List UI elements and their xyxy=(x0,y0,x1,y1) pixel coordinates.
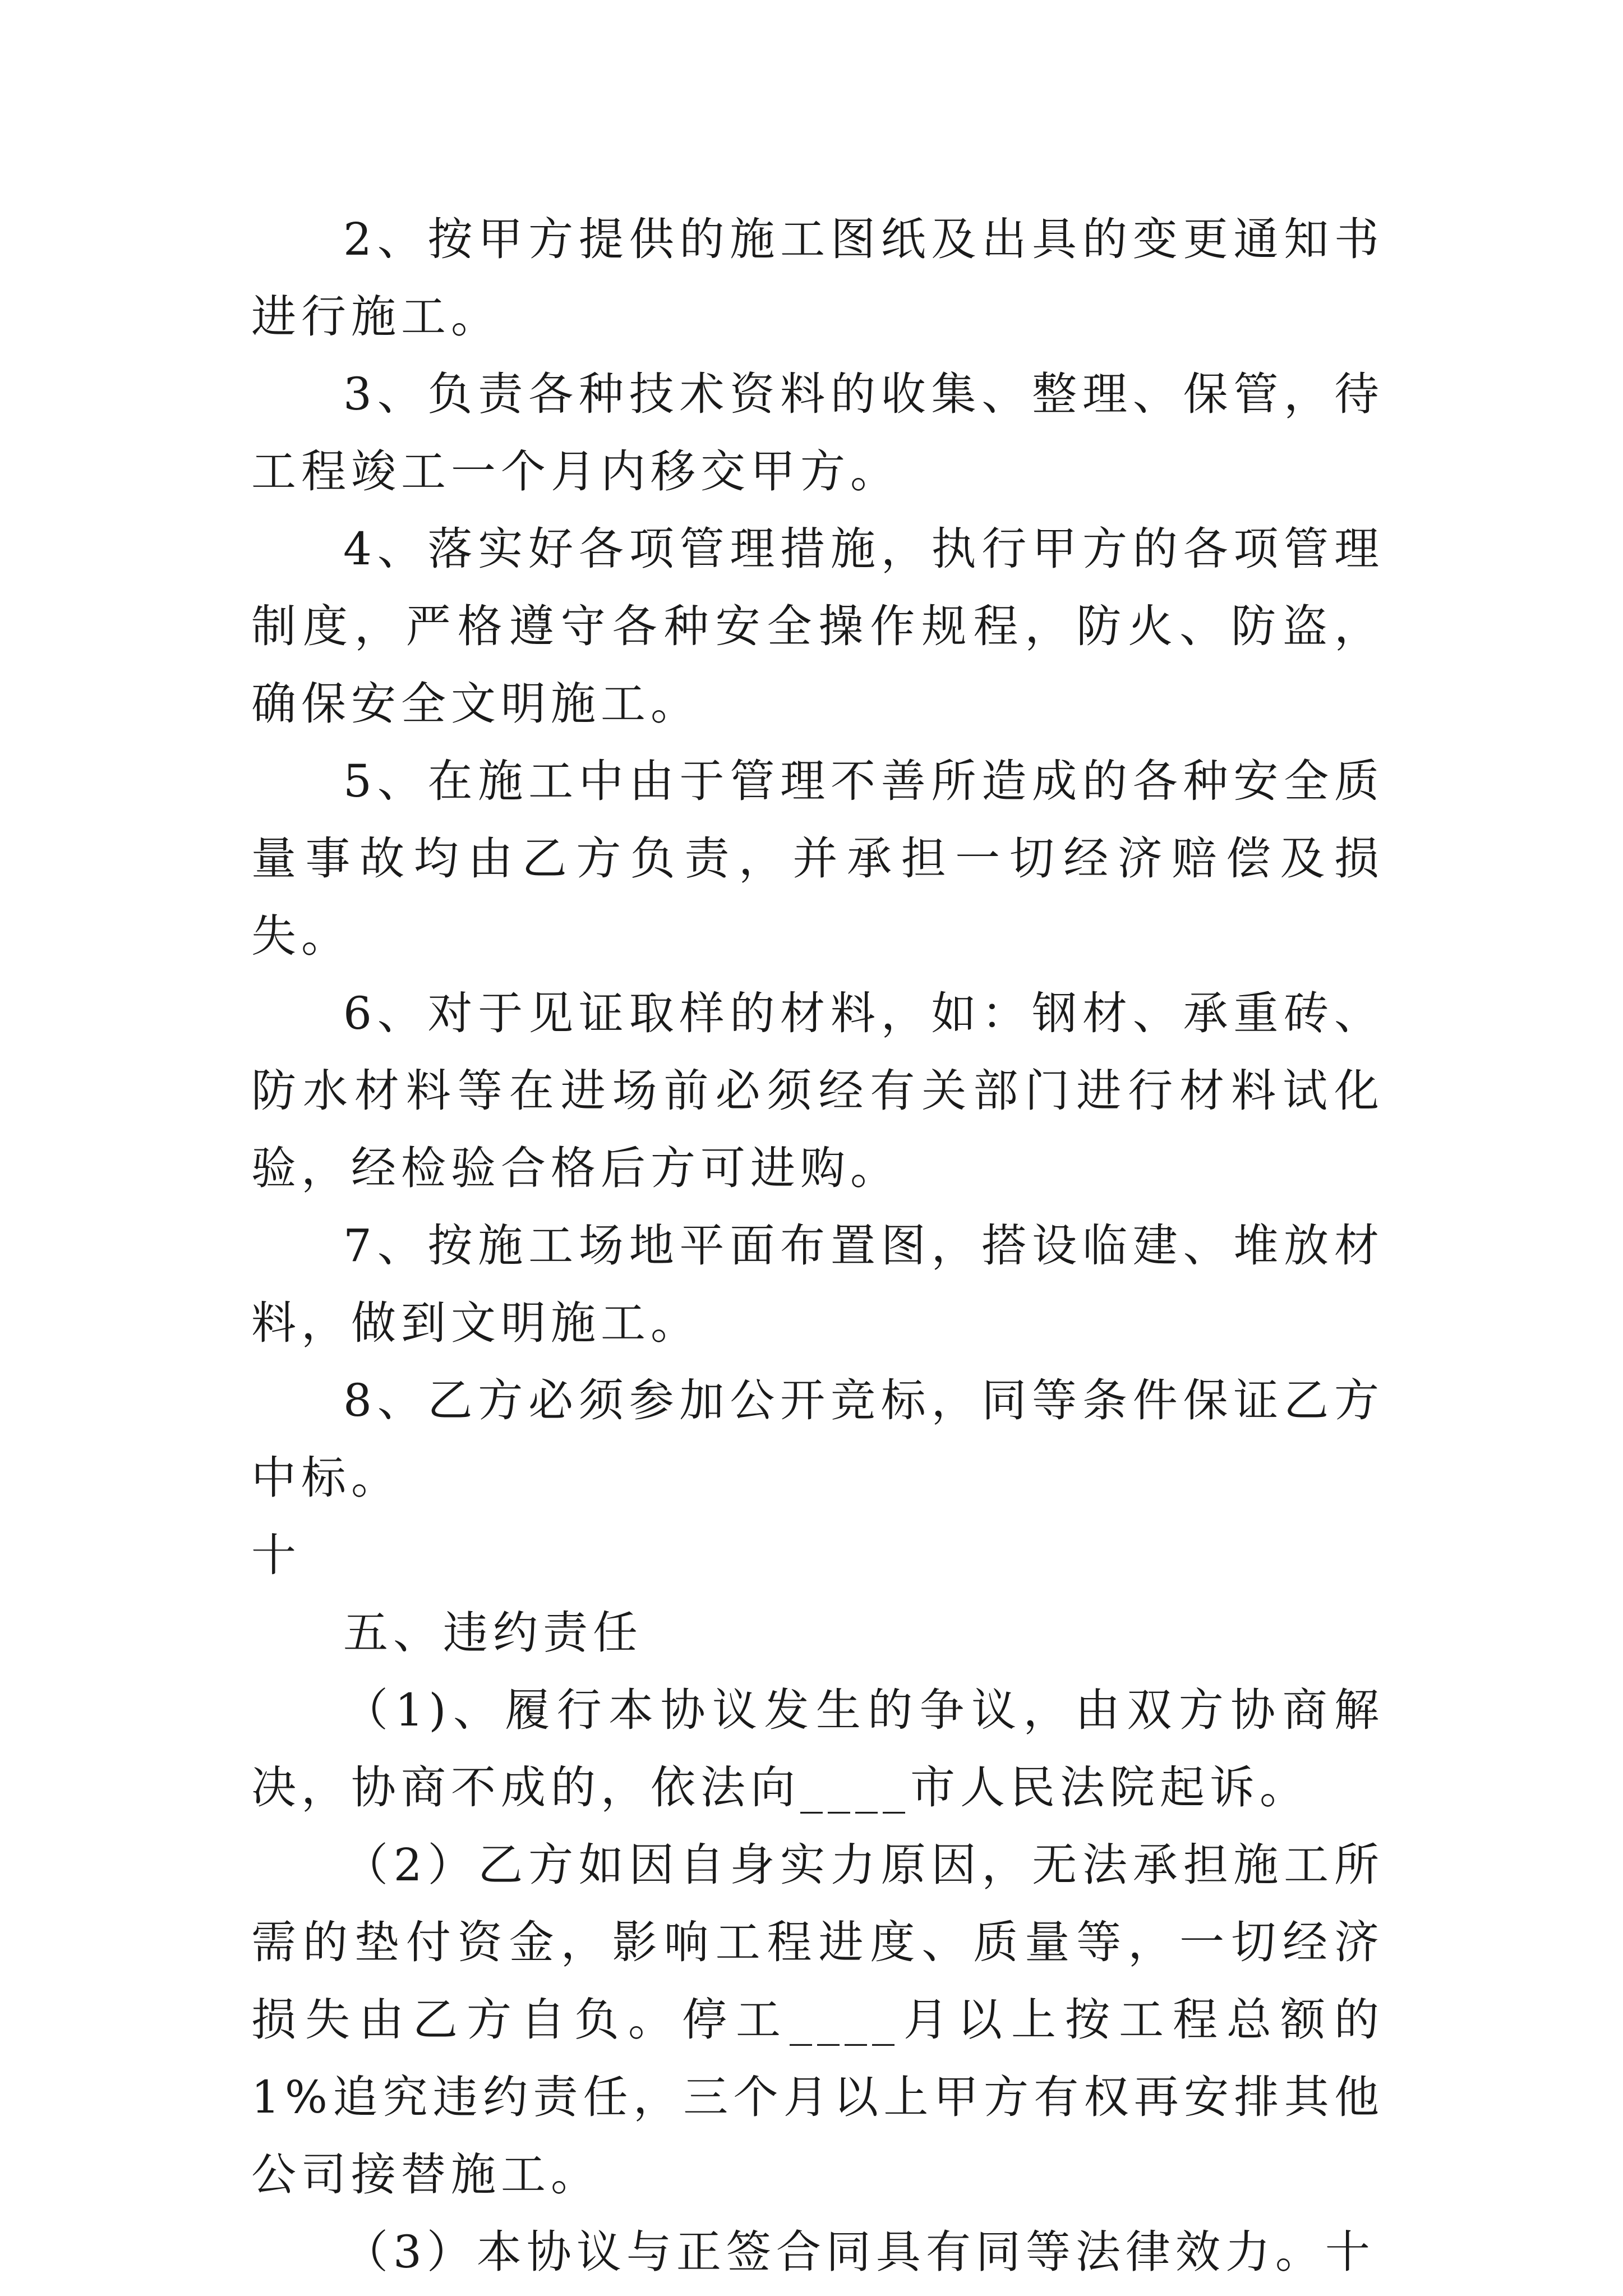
marker-line: 十 xyxy=(251,1529,301,1581)
paragraph-item-5: 5、在施工中由于管理不善所造成的各种安全质量事故均由乙方负责，并承担一切经济赔偿及损失。 xyxy=(251,755,1384,962)
paragraph-item-4: 4、落实好各项管理措施，执行甲方的各项管理制度，严格遵守各种安全操作规程，防火、防盗，确保安全文明施工。 xyxy=(251,523,1384,730)
clause-2: （2）乙方如因自身实力原因，无法承担施工所需的垫付资金，影响工程进度、质量等，一切经济损失由乙方自负。停工____月以上按工程总额的1%追究违约责任，三个月以上甲方有权再安排其他公司接替施工。 xyxy=(251,1839,1384,2201)
document-body xyxy=(251,201,1384,2291)
paragraph-item-6: 6、对于见证取样的材料，如：钢材、承重砖、防水材料等在进场前必须经有关部门进行材料试化验，经检验合格后方可进购。 xyxy=(251,987,1384,1194)
section-heading: 五、违约责任 xyxy=(343,1607,643,1659)
paragraph-item-3: 3、负责各种技术资料的收集、整理、保管，待工程竣工一个月内移交甲方。 xyxy=(251,368,1384,498)
clause-1: （1)、履行本协议发生的争议，由双方协商解决，协商不成的，依法向____市人民法院起诉。 xyxy=(251,1684,1384,1814)
paragraph-item-2: 2、按甲方提供的施工图纸及出具的变更通知书进行施工。 xyxy=(251,213,1384,343)
paragraph-item-8: 8、乙方必须参加公开竞标，同等条件保证乙方中标。 xyxy=(251,1374,1384,1504)
paragraph-item-7: 7、按施工场地平面布置图，搭设临建、堆放材料，做到文明施工。 xyxy=(251,1220,1384,1349)
clause-3: （3）本协议与正签合同具有同等法律效力。十 xyxy=(343,2226,1375,2278)
